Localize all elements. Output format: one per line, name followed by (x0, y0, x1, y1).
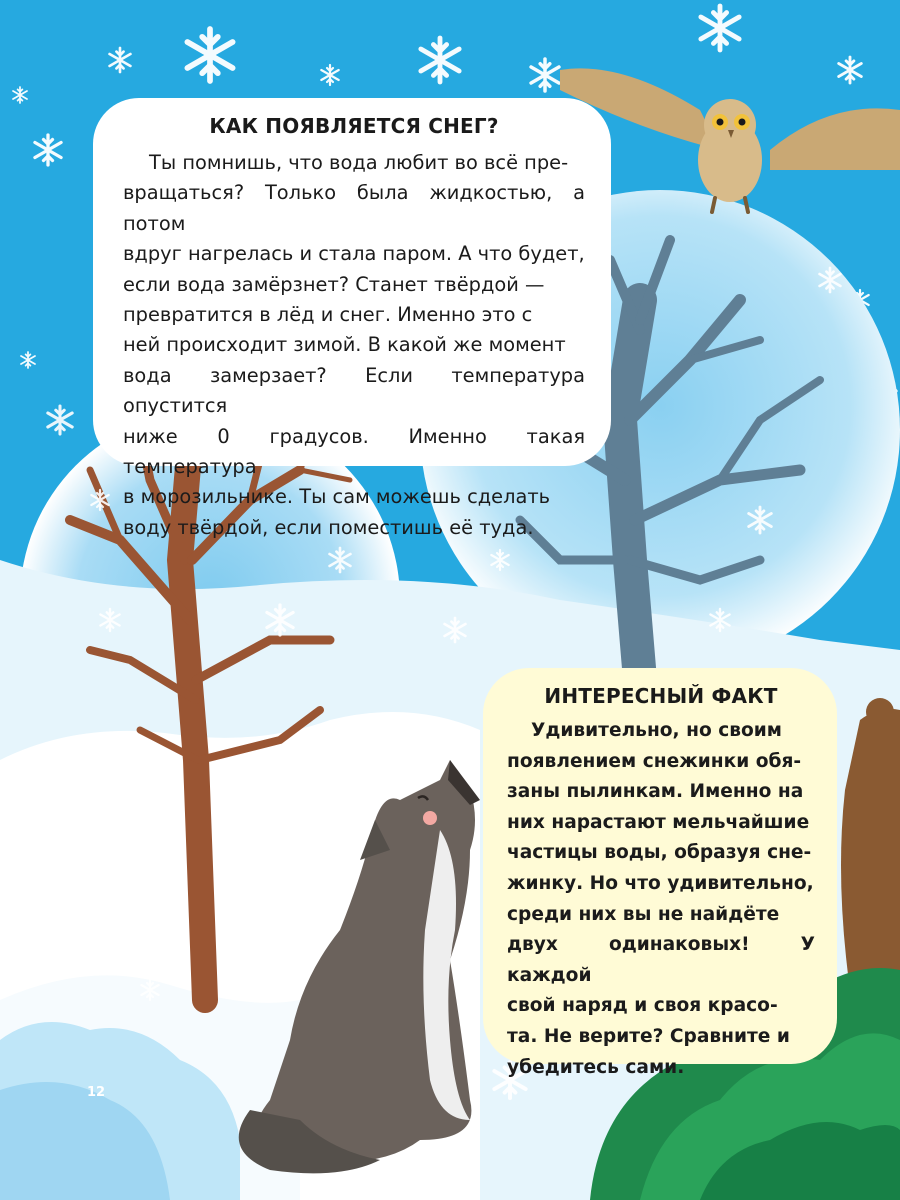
text-line: воду твёрдой, если поместишь её туда. (123, 515, 534, 539)
snow-explanation-card (93, 98, 611, 539)
text-line: в морозильнике. Ты сам можешь сделать (123, 485, 551, 509)
fact-line: заны пылинкам. Именно на (507, 781, 804, 803)
text-line: вода замерзает? Если температура опустится (123, 363, 585, 418)
fact-line: жинку. Но что удивительно, (507, 872, 814, 894)
interesting-fact-card (483, 668, 837, 1078)
card-title: КАК ПОЯВЛЯЕТСЯ СНЕГ? (209, 114, 499, 138)
text-line: Ты помнишь, что вода любит во всё пре- (149, 151, 569, 174)
text-line: ней происходит зимой. В какой же момент (123, 333, 566, 357)
fact-line: Удивительно, но своим (531, 720, 782, 741)
fact-line: них нарастают мельчайшие (507, 811, 810, 833)
fact-line: среди них вы не найдёте (507, 903, 780, 925)
fact-line: частицы воды, образуя сне- (507, 842, 812, 864)
text-line: превратится в лёд и снег. Именно это с (123, 303, 533, 327)
text-line: вдруг нагрелась и стала паром. А что будет, (123, 242, 585, 266)
text-line: если вода замёрзнет? Станет твёрдой — (123, 272, 545, 296)
page-number: 12 (87, 1085, 106, 1100)
fact-line: убедитесь сами. (507, 1056, 685, 1078)
fact-line: появлением снежинки обя- (507, 750, 802, 772)
fact-line: свой наряд и своя красо- (507, 995, 778, 1017)
fact-title: ИНТЕРЕСНЫЙ ФАКТ (544, 684, 778, 708)
fact-line: та. Не верите? Сравните и (507, 1025, 790, 1047)
fact-line: двух одинаковых! У каждой (507, 934, 815, 986)
text-line: вращаться? Только была жидкостью, а потом (123, 181, 585, 235)
text-line: ниже 0 градусов. Именно такая температура (123, 424, 585, 479)
